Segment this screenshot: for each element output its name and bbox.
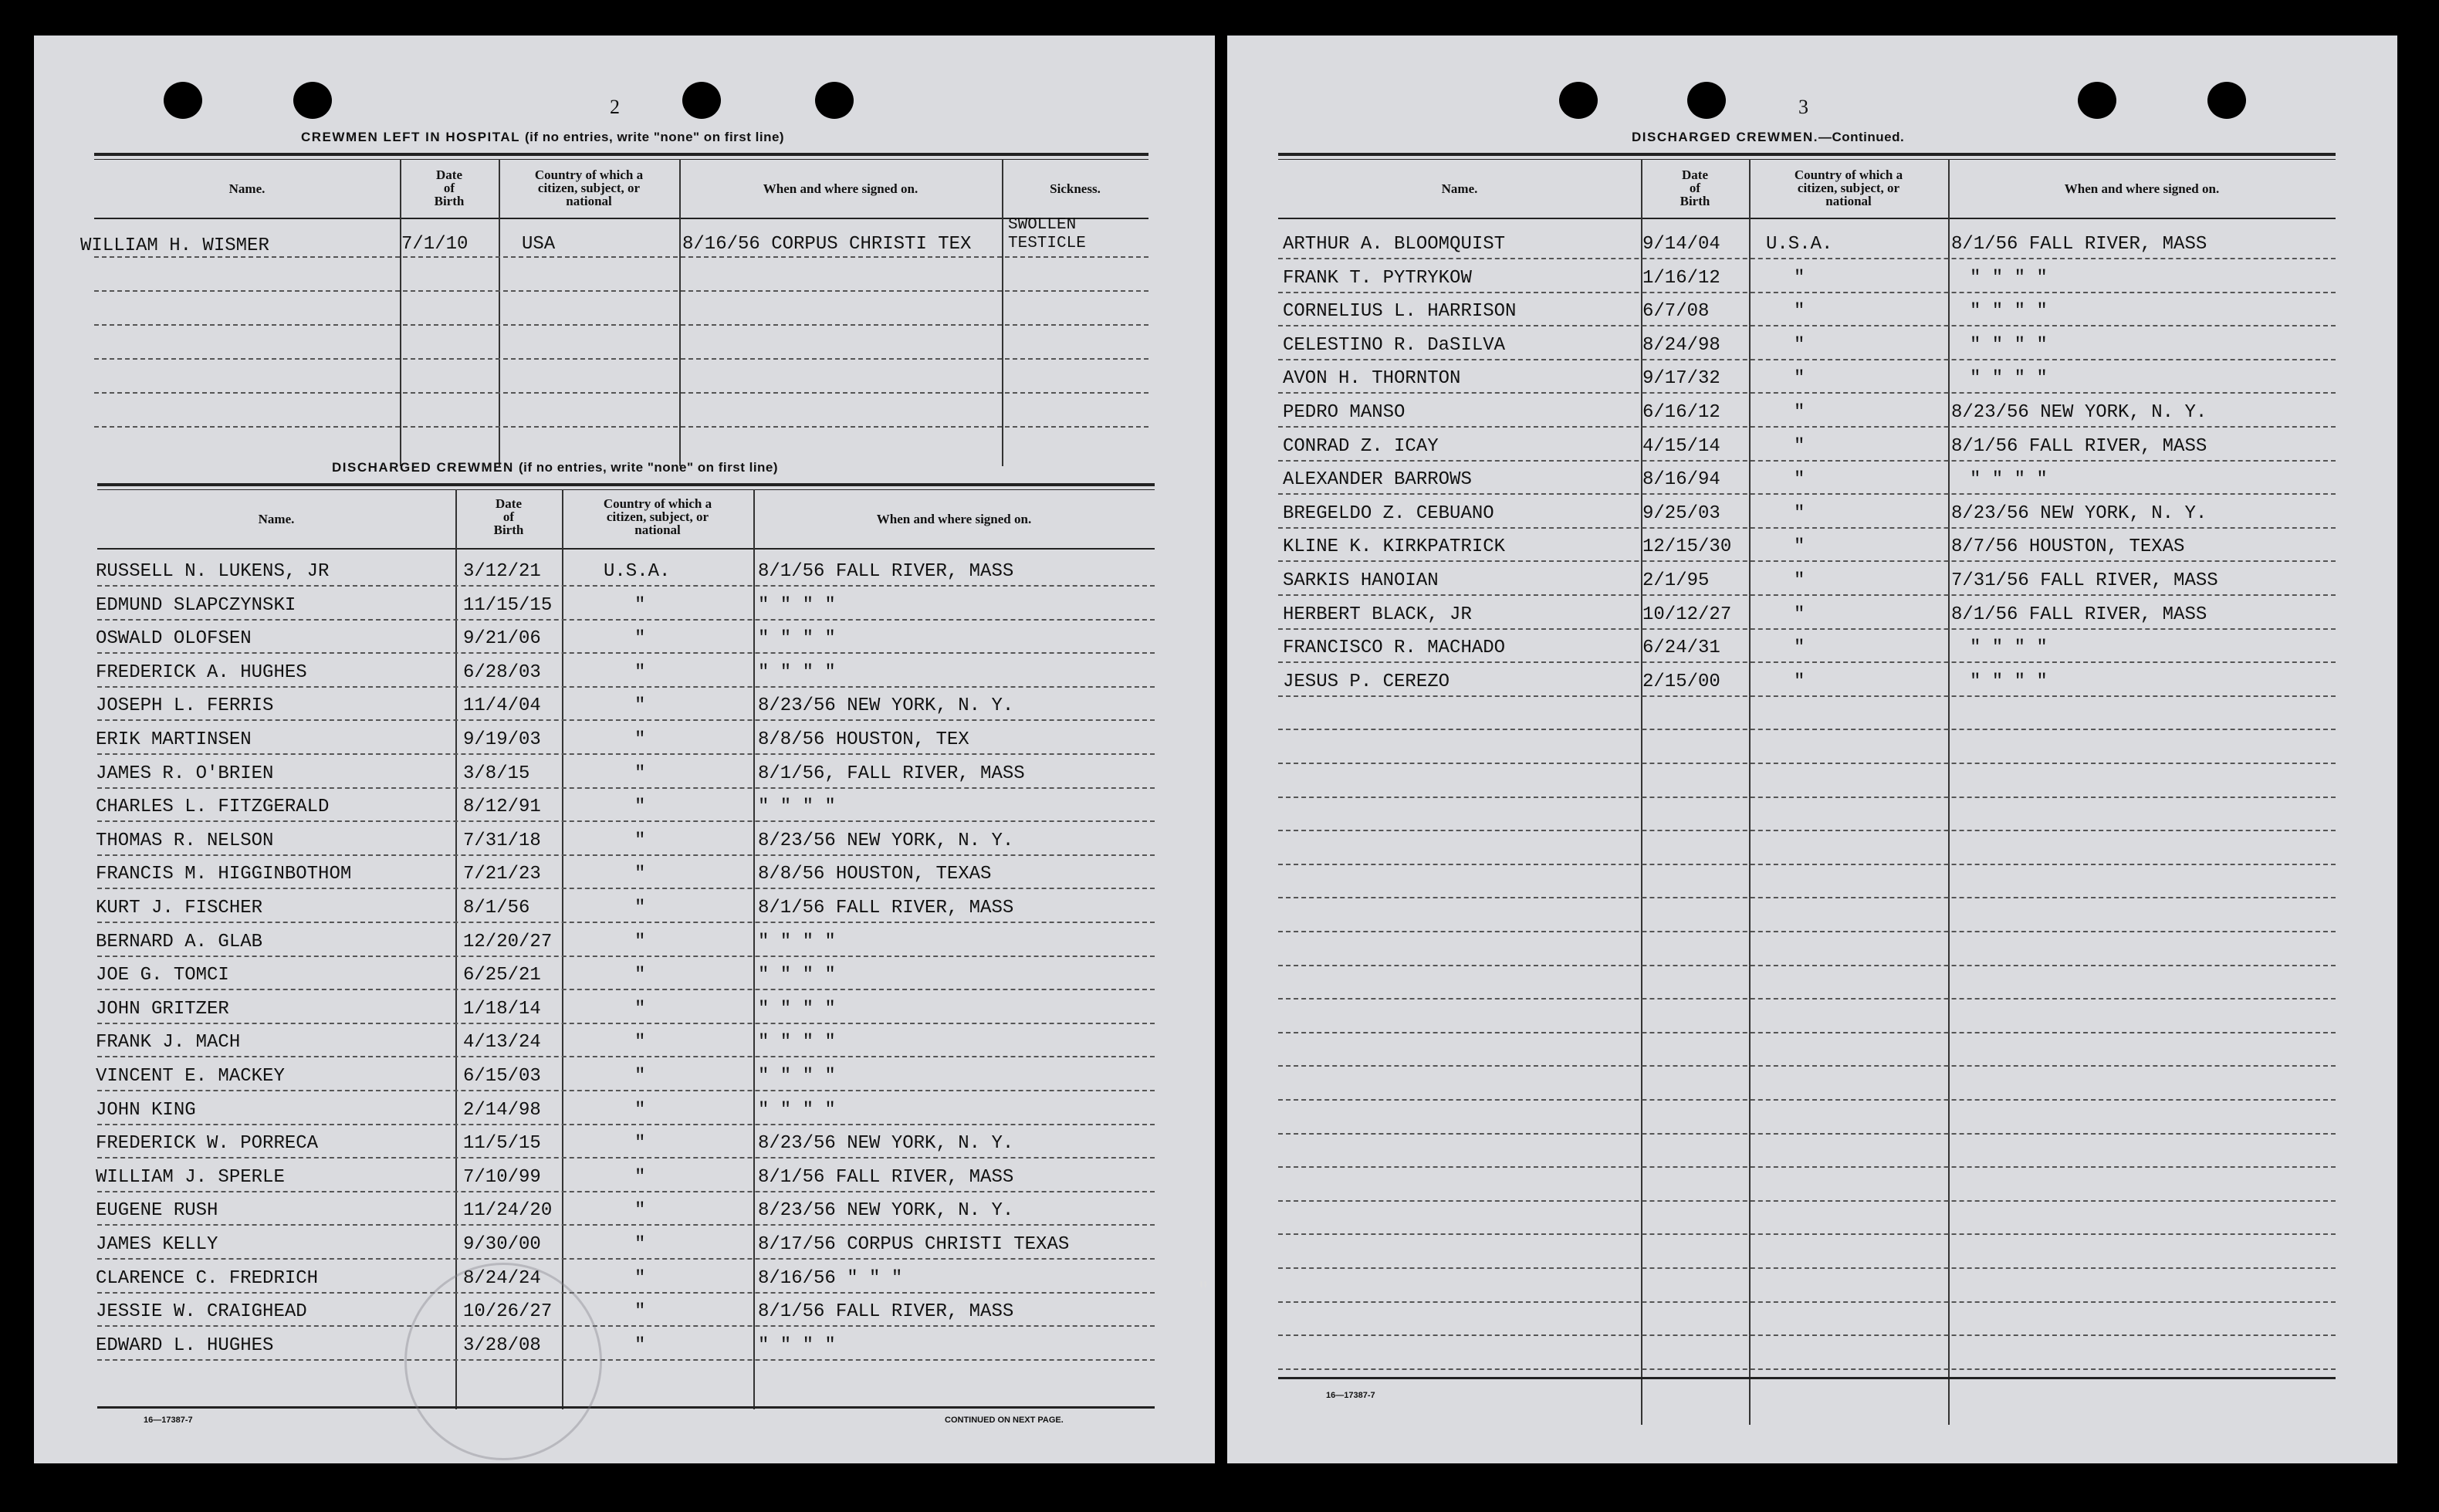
crew-signed: " " " " xyxy=(758,628,836,649)
crew-signed: " " " " xyxy=(1970,268,2048,289)
rule xyxy=(1278,218,2336,219)
crew-signed: 8/1/56 FALL RIVER, MASS xyxy=(758,1167,1014,1188)
row-line xyxy=(1278,1099,2336,1101)
crew-dob: 3/12/21 xyxy=(463,561,541,582)
crew-country: " xyxy=(634,628,646,649)
crew-dob: 9/25/03 xyxy=(1642,503,1720,524)
crew-dob: 11/24/20 xyxy=(463,1200,553,1221)
crew-signed: 8/1/56 FALL RIVER, MASS xyxy=(758,898,1014,918)
row-line xyxy=(1278,931,2336,932)
crew-country: " xyxy=(634,1335,646,1356)
crew-dob: 6/15/03 xyxy=(463,1066,541,1087)
crew-country: " xyxy=(634,1100,646,1121)
discharged-title-text: DISCHARGED CREWMEN xyxy=(332,460,514,475)
column-header-signed: When and where signed on. xyxy=(763,181,918,196)
crew-country: " xyxy=(1794,402,1805,423)
rule xyxy=(97,548,1155,550)
row-line xyxy=(94,426,1148,428)
row-line xyxy=(97,888,1155,889)
row-line xyxy=(1278,460,2336,462)
crew-country: " xyxy=(634,595,646,616)
row-line xyxy=(97,922,1155,923)
crew-signed: 8/16/56 " " " xyxy=(758,1268,903,1289)
crew-signed: " " " " xyxy=(758,1032,836,1053)
crew-name: BREGELDO Z. CEBUANO xyxy=(1283,503,1494,524)
crew-name: JAMES KELLY xyxy=(96,1234,218,1255)
crew-signed: " " " " xyxy=(1970,301,2048,322)
row-line xyxy=(97,820,1155,822)
crew-signed: " " " " xyxy=(758,1066,836,1087)
rule xyxy=(97,1406,1155,1409)
row-line xyxy=(1278,830,2336,831)
crew-name: WILLIAM J. SPERLE xyxy=(96,1167,285,1188)
row-line xyxy=(1278,897,2336,898)
right-page xyxy=(1227,36,2397,1463)
crew-dob: 9/14/04 xyxy=(1642,234,1720,255)
row-line xyxy=(1278,1301,2336,1303)
crew-country: " xyxy=(1794,268,1805,289)
row-line xyxy=(1278,998,2336,1000)
column-header-country: Country of which a citizen, subject, or national xyxy=(534,167,644,208)
crew-dob: 8/12/91 xyxy=(463,797,541,817)
column-header-name: Name. xyxy=(228,181,266,196)
crew-dob: 3/8/15 xyxy=(463,763,530,784)
crew-dob: 3/28/08 xyxy=(463,1335,541,1356)
crew-country: " xyxy=(634,797,646,817)
row-line xyxy=(1278,1133,2336,1135)
rule xyxy=(97,483,1155,486)
row-line xyxy=(97,1191,1155,1192)
crew-signed: 8/17/56 CORPUS CHRISTI TEXAS xyxy=(758,1234,1070,1255)
row-line xyxy=(1278,1032,2336,1033)
row-line xyxy=(97,1292,1155,1294)
crew-signed: " " " " xyxy=(1970,368,2048,389)
crew-dob: 4/13/24 xyxy=(463,1032,541,1053)
column-divider xyxy=(1948,159,1950,1425)
crew-signed: 8/8/56 HOUSTON, TEXAS xyxy=(758,864,992,885)
crew-name: JOHN GRITZER xyxy=(96,999,229,1020)
crew-country: " xyxy=(634,1234,646,1255)
crew-country: U.S.A. xyxy=(604,561,671,582)
hospital-country: USA xyxy=(522,234,556,255)
column-divider xyxy=(679,159,681,466)
crew-name: JOSEPH L. FERRIS xyxy=(96,695,274,716)
crew-name: FREDERICK W. PORRECA xyxy=(96,1133,319,1154)
crew-name: PEDRO MANSO xyxy=(1283,402,1406,423)
row-line xyxy=(1278,763,2336,764)
crew-country: " xyxy=(634,999,646,1020)
crew-signed: " " " " xyxy=(758,595,836,616)
column-header-name: Name. xyxy=(1441,181,1478,196)
crew-country: " xyxy=(634,729,646,750)
crew-dob: 4/15/14 xyxy=(1642,436,1720,457)
crew-dob: 12/20/27 xyxy=(463,932,553,952)
row-line xyxy=(1278,1233,2336,1235)
crew-country: " xyxy=(1794,503,1805,524)
crew-dob: 11/5/15 xyxy=(463,1133,541,1154)
crew-dob: 10/12/27 xyxy=(1642,604,1732,625)
form-number: 16—17387-7 xyxy=(144,1416,193,1425)
crew-country: " xyxy=(634,1066,646,1087)
crew-dob: 12/15/30 xyxy=(1642,536,1732,557)
crew-name: JESUS P. CEREZO xyxy=(1283,671,1450,692)
column-header-sickness: Sickness. xyxy=(1050,181,1101,196)
column-divider xyxy=(455,489,457,1409)
row-line xyxy=(1278,628,2336,630)
row-line xyxy=(97,1325,1155,1327)
crew-dob: 11/4/04 xyxy=(463,695,541,716)
row-line xyxy=(97,686,1155,688)
crew-signed: " " " " xyxy=(758,662,836,683)
punch-hole xyxy=(2078,82,2116,119)
crew-signed: " " " " xyxy=(1970,671,2048,692)
row-line xyxy=(97,1224,1155,1226)
column-divider xyxy=(562,489,563,1409)
crew-signed: " " " " xyxy=(758,797,836,817)
faint-stamp xyxy=(404,1263,602,1460)
crew-name: JOE G. TOMCI xyxy=(96,965,229,986)
crew-name: FRANCISCO R. MACHADO xyxy=(1283,638,1506,658)
crew-country: " xyxy=(634,830,646,851)
crew-country: " xyxy=(1794,436,1805,457)
row-line xyxy=(97,1157,1155,1159)
row-line xyxy=(1278,1166,2336,1168)
crew-country: " xyxy=(1794,301,1805,322)
margin-mark: " xyxy=(1198,1280,1209,1301)
row-line xyxy=(1278,1200,2336,1202)
crew-country: " xyxy=(634,1301,646,1322)
crew-signed: 7/31/56 FALL RIVER, MASS xyxy=(1951,570,2218,591)
punch-hole xyxy=(1559,82,1598,119)
rule xyxy=(94,159,1148,160)
crew-name: EUGENE RUSH xyxy=(96,1200,218,1221)
crew-signed: " " " " xyxy=(758,965,836,986)
row-line xyxy=(1278,359,2336,360)
row-line xyxy=(97,652,1155,654)
column-header-signed: When and where signed on. xyxy=(2064,181,2220,196)
crew-dob: 10/26/27 xyxy=(463,1301,553,1322)
page-number: 2 xyxy=(610,96,620,118)
crew-signed: " " " " xyxy=(758,999,836,1020)
column-header-dob: Date of Birth xyxy=(434,167,465,208)
crew-dob: 8/1/56 xyxy=(463,898,530,918)
column-header-country: Country of which a citizen, subject, or national xyxy=(603,496,712,537)
row-line xyxy=(1278,661,2336,663)
crew-signed: 8/23/56 NEW YORK, N. Y. xyxy=(758,1200,1014,1221)
crew-dob: 9/21/06 xyxy=(463,628,541,649)
row-line xyxy=(94,392,1148,394)
row-line xyxy=(97,1090,1155,1091)
crew-dob: 6/7/08 xyxy=(1642,301,1710,322)
crew-dob: 9/17/32 xyxy=(1642,368,1720,389)
row-line xyxy=(1278,1267,2336,1269)
column-header-dob: Date of Birth xyxy=(1680,167,1710,208)
discharged-title-note: (if no entries, write "none" on first line) xyxy=(518,460,779,475)
crew-dob: 7/10/99 xyxy=(463,1167,541,1188)
crew-country: " xyxy=(1794,536,1805,557)
crew-signed: 8/1/56, FALL RIVER, MASS xyxy=(758,763,1025,784)
crew-country: " xyxy=(1794,638,1805,658)
crew-signed: 8/1/56 FALL RIVER, MASS xyxy=(758,1301,1014,1322)
crew-name: FRANK J. MACH xyxy=(96,1032,241,1053)
crew-name: AVON H. THORNTON xyxy=(1283,368,1461,389)
crew-dob: 6/24/31 xyxy=(1642,638,1720,658)
column-divider xyxy=(1749,159,1751,1425)
row-line xyxy=(1278,325,2336,326)
crew-signed: " " " " xyxy=(758,1335,836,1356)
crew-country: " xyxy=(1794,570,1805,591)
crew-country: " xyxy=(634,695,646,716)
crew-country: " xyxy=(634,1032,646,1053)
crew-country: " xyxy=(634,662,646,683)
punch-hole xyxy=(682,82,721,119)
row-line xyxy=(97,956,1155,957)
punch-hole xyxy=(2207,82,2246,119)
title-text: DISCHARGED CREWMEN. xyxy=(1632,130,1818,144)
column-header-signed: When and where signed on. xyxy=(876,512,1032,526)
crew-signed: " " " " xyxy=(1970,469,2048,490)
rule xyxy=(1278,153,2336,156)
crew-signed: 8/7/56 HOUSTON, TEXAS xyxy=(1951,536,2185,557)
crew-signed: 8/23/56 NEW YORK, N. Y. xyxy=(1951,503,2207,524)
crew-dob: 2/14/98 xyxy=(463,1100,541,1121)
row-line xyxy=(1278,864,2336,865)
hospital-section-title xyxy=(301,130,784,145)
row-line xyxy=(1278,695,2336,697)
row-line xyxy=(97,1056,1155,1057)
crew-name: EDMUND SLAPCZYNSKI xyxy=(96,595,296,616)
row-line xyxy=(1278,493,2336,495)
row-line xyxy=(97,854,1155,856)
crew-signed: 8/1/56 FALL RIVER, MASS xyxy=(1951,604,2207,625)
crew-signed: 8/1/56 FALL RIVER, MASS xyxy=(758,561,1014,582)
crew-name: CONRAD Z. ICAY xyxy=(1283,436,1439,457)
crew-name: JAMES R. O'BRIEN xyxy=(96,763,274,784)
row-line xyxy=(94,256,1148,258)
crew-name: ALEXANDER BARROWS xyxy=(1283,469,1472,490)
crew-dob: 8/24/98 xyxy=(1642,335,1720,356)
row-line xyxy=(1278,392,2336,394)
crew-dob: 6/25/21 xyxy=(463,965,541,986)
row-line xyxy=(97,787,1155,789)
crew-country: " xyxy=(1794,469,1805,490)
row-line xyxy=(1278,426,2336,428)
crew-country: " xyxy=(634,1167,646,1188)
row-line xyxy=(97,989,1155,990)
punch-hole xyxy=(164,82,202,119)
crew-country: " xyxy=(1794,368,1805,389)
crew-dob: 1/18/14 xyxy=(463,999,541,1020)
row-line xyxy=(1278,1334,2336,1336)
row-line xyxy=(1278,797,2336,798)
crew-name: OSWALD OLOFSEN xyxy=(96,628,252,649)
crew-country: " xyxy=(634,898,646,918)
crew-name: ERIK MARTINSEN xyxy=(96,729,252,750)
crew-signed: " " " " xyxy=(1970,335,2048,356)
crew-signed: 8/23/56 NEW YORK, N. Y. xyxy=(1951,402,2207,423)
title-note: —Continued. xyxy=(1818,130,1905,144)
crew-dob: 11/15/15 xyxy=(463,595,553,616)
punch-hole xyxy=(1687,82,1726,119)
rule xyxy=(1278,159,2336,160)
crew-dob: 2/1/95 xyxy=(1642,570,1710,591)
crew-signed: 8/23/56 NEW YORK, N. Y. xyxy=(758,830,1014,851)
crew-country: " xyxy=(634,1200,646,1221)
crew-signed: 8/8/56 HOUSTON, TEX xyxy=(758,729,969,750)
left-page xyxy=(34,36,1215,1463)
rule xyxy=(97,489,1155,490)
crew-dob: 6/16/12 xyxy=(1642,402,1720,423)
crew-signed: 8/1/56 FALL RIVER, MASS xyxy=(1951,436,2207,457)
hospital-signed: 8/16/56 CORPUS CHRISTI TEX xyxy=(682,234,972,255)
rule xyxy=(1278,1377,2336,1379)
hospital-title-note: (if no entries, write "none" on first line) xyxy=(525,130,785,144)
row-line xyxy=(1278,965,2336,966)
column-header-name: Name. xyxy=(258,512,295,526)
crew-name: CHARLES L. FITZGERALD xyxy=(96,797,330,817)
row-line xyxy=(1278,1065,2336,1067)
punch-hole xyxy=(293,82,332,119)
crew-name: CELESTINO R. DaSILVA xyxy=(1283,335,1506,356)
crew-signed: " " " " xyxy=(1970,638,2048,658)
row-line xyxy=(97,1023,1155,1024)
crew-signed: 8/23/56 NEW YORK, N. Y. xyxy=(758,695,1014,716)
crew-country: U.S.A. xyxy=(1766,234,1833,255)
crew-name: KURT J. FISCHER xyxy=(96,898,263,918)
crew-country: " xyxy=(634,1133,646,1154)
row-line xyxy=(1278,560,2336,562)
crew-signed: 8/1/56 FALL RIVER, MASS xyxy=(1951,234,2207,255)
column-header-country: Country of which a citizen, subject, or national xyxy=(1794,167,1903,208)
row-line xyxy=(94,358,1148,360)
discharged-section-title xyxy=(332,460,778,475)
row-line xyxy=(1278,258,2336,259)
crew-country: " xyxy=(1794,671,1805,692)
crew-country: " xyxy=(634,763,646,784)
row-line xyxy=(97,585,1155,587)
row-line xyxy=(97,719,1155,721)
hospital-dob: 7/1/10 xyxy=(401,234,469,255)
row-line xyxy=(97,1124,1155,1125)
crew-signed: 8/23/56 NEW YORK, N. Y. xyxy=(758,1133,1014,1154)
crew-name: HERBERT BLACK, JR xyxy=(1283,604,1472,625)
discharged-continued-title xyxy=(1632,130,1904,145)
crew-name: FREDERICK A. HUGHES xyxy=(96,662,307,683)
crew-name: FRANCIS M. HIGGINBOTHOM xyxy=(96,864,352,885)
row-line xyxy=(97,1258,1155,1260)
crew-name: EDWARD L. HUGHES xyxy=(96,1335,274,1356)
rule xyxy=(94,218,1148,219)
column-header-dob: Date of Birth xyxy=(493,496,524,537)
row-line xyxy=(97,1359,1155,1361)
crew-signed: " " " " xyxy=(758,1100,836,1121)
crew-name: KLINE K. KIRKPATRICK xyxy=(1283,536,1506,557)
crew-country: " xyxy=(1794,335,1805,356)
crew-signed: " " " " xyxy=(758,932,836,952)
crew-dob: 6/28/03 xyxy=(463,662,541,683)
crew-country: " xyxy=(634,1268,646,1289)
crew-name: JESSIE W. CRAIGHEAD xyxy=(96,1301,307,1322)
row-line xyxy=(97,753,1155,755)
crew-dob: 8/24/24 xyxy=(463,1268,541,1289)
row-line xyxy=(1278,527,2336,529)
crew-name: JOHN KING xyxy=(96,1100,196,1121)
crew-name: ARTHUR A. BLOOMQUIST xyxy=(1283,234,1506,255)
crew-dob: 9/30/00 xyxy=(463,1234,541,1255)
crew-name: THOMAS R. NELSON xyxy=(96,830,274,851)
crew-name: FRANK T. PYTRYKOW xyxy=(1283,268,1472,289)
crew-dob: 9/19/03 xyxy=(463,729,541,750)
row-line xyxy=(97,619,1155,621)
row-line xyxy=(94,324,1148,326)
crew-dob: 2/15/00 xyxy=(1642,671,1720,692)
row-line xyxy=(1278,292,2336,293)
column-divider xyxy=(1002,159,1003,466)
row-line xyxy=(1278,1368,2336,1370)
punch-hole xyxy=(815,82,854,119)
rule xyxy=(94,153,1148,156)
crew-dob: 7/31/18 xyxy=(463,830,541,851)
crew-name: SARKIS HANOIAN xyxy=(1283,570,1439,591)
row-line xyxy=(1278,729,2336,730)
crew-country: " xyxy=(1794,604,1805,625)
crew-country: " xyxy=(634,864,646,885)
crew-country: " xyxy=(634,932,646,952)
column-divider xyxy=(753,489,755,1409)
crew-name: CORNELIUS L. HARRISON xyxy=(1283,301,1517,322)
row-line xyxy=(1278,594,2336,596)
crew-country: " xyxy=(634,965,646,986)
hospital-title-text: CREWMEN LEFT IN HOSPITAL xyxy=(301,130,520,144)
crew-name: VINCENT E. MACKEY xyxy=(96,1066,285,1087)
page-number: 3 xyxy=(1798,96,1808,118)
hospital-sickness: SWOLLEN TESTICLE xyxy=(1008,216,1086,252)
crew-name: RUSSELL N. LUKENS, JR xyxy=(96,561,330,582)
crew-name: CLARENCE C. FREDRICH xyxy=(96,1268,319,1289)
crew-dob: 7/21/23 xyxy=(463,864,541,885)
row-line xyxy=(94,290,1148,292)
form-number: 16—17387-7 xyxy=(1326,1391,1375,1400)
crew-dob: 1/16/12 xyxy=(1642,268,1720,289)
continued-note: CONTINUED ON NEXT PAGE. xyxy=(945,1416,1064,1425)
crew-name: BERNARD A. GLAB xyxy=(96,932,263,952)
hospital-name: WILLIAM H. WISMER xyxy=(80,235,269,256)
crew-dob: 8/16/94 xyxy=(1642,469,1720,490)
